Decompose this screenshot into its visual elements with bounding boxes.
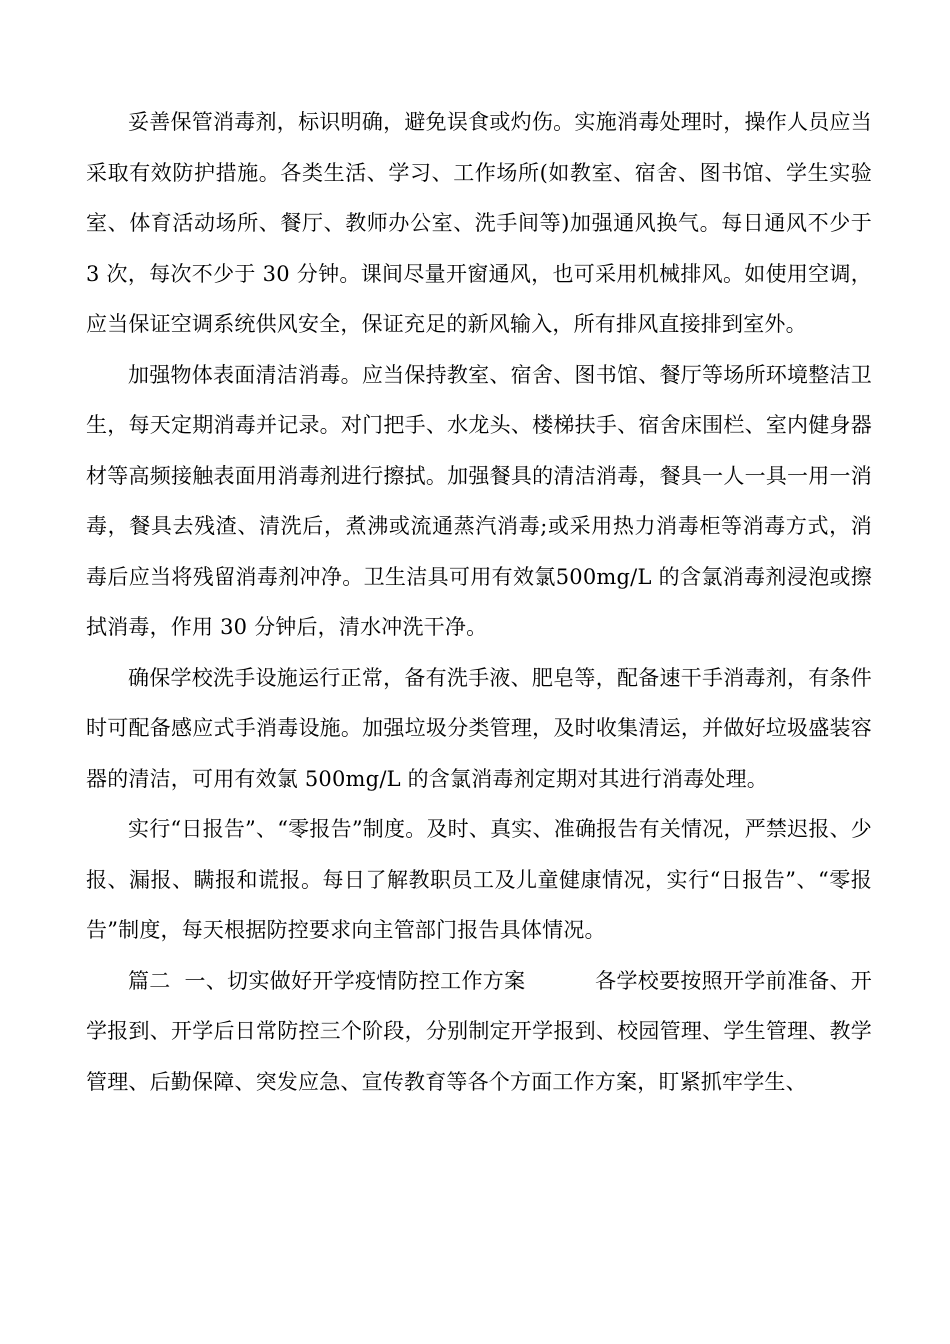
paragraph-disinfectant-ventilation: 妥善保管消毒剂，标识明确，避免误食或灼伤。实施消毒处理时，操作人员应当采取有效防护措施。各类生活、学习、工作场所(如教室、宿舍、图书馆、学生实验室、体育活动场所、餐厅、教师办公室、洗手间等)加强通风换气。每日通风不少于 3 次，每次不少于 30 分钟。课间尽量开窗通风，也可采用机械排风。如使用空调，应当保证空调系统供风安全，保证充足的新风输入，所有排风直接排到室外。 [86,110,872,336]
paragraph-daily-report: 实行“日报告”、“零报告”制度。及时、真实、准确报告有关情况，严禁迟报、少报、漏报、瞒报和谎报。每日了解教职员工及儿童健康情况，实行“日报告”、“零报告”制度，每天根据防控要求向主管部门报告具体情况。 [86,817,872,942]
paragraph-surface-cleaning: 加强物体表面清洁消毒。应当保持教室、宿舍、图书馆、餐厅等场所环境整洁卫生，每天定期消毒并记录。对门把手、水龙头、楼梯扶手、宿舍床围栏、室内健身器材等高频接触表面用消毒剂进行擦拭。加强餐具的清洁消毒，餐具一人一具一用一消毒，餐具去残渣、清洗后，煮沸或流通蒸汽消毒;或采用热力消毒柜等消毒方式，消毒后应当将残留消毒剂冲净。卫生洁具可用有效氯500mg/L 的含氯消毒剂浸泡或擦拭消毒，作用 30 分钟后，清水冲洗干净。 [86,362,872,639]
document-body [86,97,872,1107]
paragraph-handwashing-garbage: 确保学校洗手设施运行正常，备有洗手液、肥皂等，配备速干手消毒剂，有条件时可配备感应式手消毒设施。加强垃圾分类管理，及时收集清运，并做好垃圾盛装容器的清洁，可用有效氯 500mg/L 的含氯消毒剂定期对其进行消毒处理。 [86,665,872,791]
paragraph-section-two: 篇二 一、切实做好开学疫情防控工作方案 各学校要按照开学前准备、开学报到、开学后日常防控三个阶段，分别制定开学报到、校园管理、学生管理、教学管理、后勤保障、突发应急、宣传教育等各个方面工作方案，盯紧抓牢学生、 [86,968,872,1094]
